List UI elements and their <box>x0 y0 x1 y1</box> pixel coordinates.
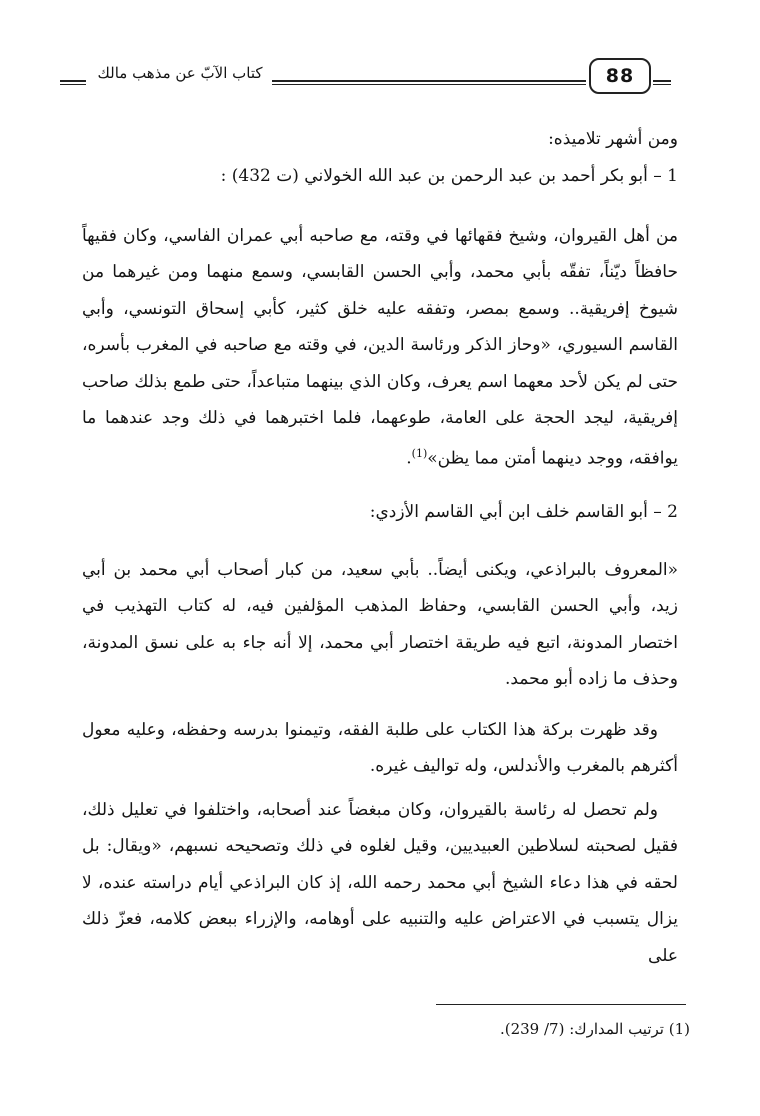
page-body <box>82 125 678 964</box>
paragraph-4: ولم تحصل له رئاسة بالقيروان، وكان مبغضاً عند أصحابه، واختلفوا في تعليل ذلك، فقيل لصحبته لسلاطين العبيديين، وقيل لغلوه في ذلك وتصحيحه نسبهم، «ويقال: بل لحقه في هذا دعاء الشيخ أبي محمد رحمه الله، إذ كان البراذعي أيام دراسته عنده، لا يزال يتسبب في الاعتراض عليه والتنبيه على أوهامه، والإزراء ببعض كلامه، فعزّ ذلك على <box>82 800 678 966</box>
paragraph-2: «المعروف بالبراذعي، ويكنى أيضاً.. بأبي سعيد، من كبار أصحاب أبي محمد بن أبي زيد، وأبي الحسن القابسي، وحفاظ المذهب المؤلفين فيه، له كتاب التهذيب في اختصار المدونة، اتبع فيه طريقة اختصار أبي محمد، إلا أنه جاء به على نسق المدونة، وحذف ما زاده أبو محمد. <box>82 560 678 690</box>
intro-line: ومن أشهر تلاميذه: <box>548 129 678 149</box>
footnote: (1) ترتيب المدارك: (7/ 239). <box>499 1020 690 1038</box>
header-rule-middle <box>272 80 586 85</box>
item-2-heading: 2 – أبو القاسم خلف ابن أبي القاسم الأزدي: <box>369 502 678 522</box>
header-rule-right-short <box>653 80 671 85</box>
paragraph-1-text: من أهل القيروان، وشيخ فقهائها في وقته، مع صاحبه أبي عمران الفاسي، وكان فقيهاً حافظاً ديّناً، تفقّه بأبي محمد، وأبي الحسن القابسي، وسمع منهما ومن غيرهما من شيوخ إفريقية.. وسمع بمصر، وتفقه عليه خلق كثير، كأبي إسحاق التونسي، وأبي القاسم السيوري، «وحاز الذكر ورئاسة الدين، في وقته مع صاحبه في المغرب بأسره، حتى لم يكن لأحد معهما اسم يعرف، وكان الذي بينهما متباعداً، حتى طمع بذلك صاحب إفريقية، ليجد الحجة على العامة، طوعهما، فلما اختبرهما في ذلك وجد عندهما ما يوافقه، ووجد دينهما أمتن مما يظن» <box>82 226 678 470</box>
footnote-separator <box>436 1004 686 1005</box>
page-number: 88 <box>589 58 651 94</box>
page-header <box>0 0 760 110</box>
running-title: كتاب الآبّ عن مذهب مالك <box>97 64 263 82</box>
footnote-ref-1: (1) <box>411 447 428 461</box>
header-rule-left-short <box>60 80 86 85</box>
paragraph-3: وقد ظهرت بركة هذا الكتاب على طلبة الفقه، وتيمنوا بدرسه وحفظه، وعليه معول أكثرهم بالمغرب والأندلس، وله تواليف غيره. <box>82 720 678 777</box>
item-1-heading: 1 – أبو بكر أحمد بن عبد الرحمن بن عبد الله الخولاني (ت 432) : <box>220 166 678 186</box>
paragraph-1: من أهل القيروان، وشيخ فقهائها في وقته، مع صاحبه أبي عمران الفاسي، وكان فقيهاً حافظاً ديّناً، تفقّه بأبي محمد، وأبي الحسن القابسي، وسمع منهما ومن غيرهما من شيوخ إفريقية.. وسمع بمصر، وتفقه عليه خلق كثير، كأبي إسحاق التونسي، وأبي القاسم السيوري، «وحاز الذكر ورئاسة الدين، في وقته مع صاحبه في المغرب بأسره، حتى لم يكن لأحد معهما اسم يعرف، وكان الذي بينهما متباعداً، حتى طمع بذلك صاحب إفريقية، ليجد الحجة على العامة، طوعهما، فلما اختبرهما في ذلك وجد عندهما ما يوافقه، ووجد دينهما أمتن مما يظن»$^{(1)}$. <box>82 226 678 470</box>
